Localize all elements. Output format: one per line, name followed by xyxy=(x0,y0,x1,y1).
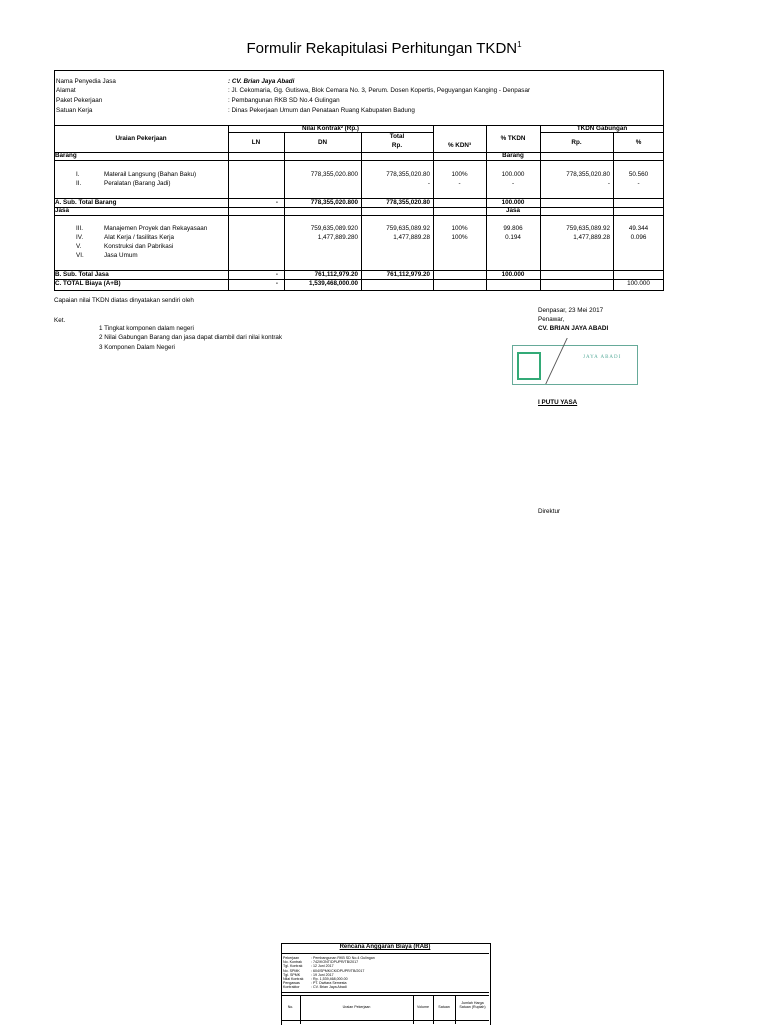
row-uraian: Konstruksi dan Pabrikasi xyxy=(104,243,174,250)
row-no: V. xyxy=(76,243,82,250)
row-dn: 778,355,020.800 xyxy=(310,171,358,178)
subtotal-label: B. Sub. Total Jasa xyxy=(55,271,109,278)
total-dn: 1,539,468,000.00 xyxy=(308,280,358,287)
rab-col-volume: Volume xyxy=(417,1005,429,1009)
row-gab-rp: 1,477,889.28 xyxy=(573,234,610,241)
row-kdn: 100% xyxy=(451,234,468,241)
row-gab-rp: 778,355,020.80 xyxy=(566,171,610,178)
info-label-alamat: Alamat xyxy=(56,87,76,94)
row-gab-pct: 49.344 xyxy=(628,225,649,232)
subtotal-label: A. Sub. Total Barang xyxy=(55,199,117,206)
row-total: 778,355,020.80 xyxy=(386,171,430,178)
row-total: 759,635,089.92 xyxy=(386,225,430,232)
row-kdn: 100% xyxy=(451,225,468,232)
stamp-text: JAYA ABADI xyxy=(583,355,622,360)
row-gab-pct: - xyxy=(637,180,640,187)
total-ln: - xyxy=(275,280,278,287)
section-barang-tkdn: Barang xyxy=(502,152,524,159)
rab-meta-keys: Pekerjaan No. Kontrak Tgl. Kontrak No. SPMK Tgl. SPMK Nilai Kontrak Pengawas Kontraktor xyxy=(283,956,304,990)
note-2: 2 Nilai Gabungan Barang dan jasa dapat diambil dari nilai kontrak xyxy=(99,334,283,341)
header-pct-kdn: % KDN³ xyxy=(447,142,472,149)
subtotal-total: 778,355,020.80 xyxy=(386,199,430,206)
sign-name: I PUTU YASA xyxy=(538,399,578,406)
row-no: III. xyxy=(76,225,83,232)
row-dn: 759,635,089.920 xyxy=(310,225,358,232)
sign-role: Penawar, xyxy=(538,316,565,323)
row-kdn: 100% xyxy=(451,171,468,178)
row-tkdn: - xyxy=(511,180,515,187)
row-dn: 1,477,889.280 xyxy=(317,234,358,241)
rab-col-no: No. xyxy=(287,1005,294,1009)
subtotal-ln: - xyxy=(275,199,278,206)
rab-col-satuan: Satuan xyxy=(438,1005,450,1009)
rab-col-uraian: Uraian Pekerjaan xyxy=(342,1005,371,1009)
subtotal-tkdn: 100.000 xyxy=(501,199,525,206)
subtotal-tkdn: 100.000 xyxy=(501,271,525,278)
rab-title: Rencana Anggaran Biaya (RAB) xyxy=(339,944,431,950)
row-gab-pct: 0.096 xyxy=(630,234,647,241)
header-total-rp: Rp. xyxy=(391,142,403,149)
info-value-satker: : Dinas Pekerjaan Umum dan Penataan Ruang Kabupaten Badung xyxy=(228,107,415,114)
house-logo-icon xyxy=(517,352,541,380)
header-total: Total xyxy=(389,133,405,140)
row-gab-rp: 759,635,089.92 xyxy=(566,225,610,232)
sign-position: Direktur xyxy=(538,508,561,515)
total-gab-pct: 100.000 xyxy=(627,280,650,287)
header-ln: LN xyxy=(251,139,261,146)
header-gab-rp: Rp. xyxy=(571,139,582,146)
page-title: Formulir Rekapitulasi Perhitungan TKDN$^1$ xyxy=(246,40,522,57)
note-3: 3 Komponen Dalam Negeri xyxy=(99,344,175,351)
row-kdn: - xyxy=(458,180,461,187)
ket-label: Ket. xyxy=(54,317,66,324)
info-value-paket: : Pembangunan RKB SD No.4 Gulingan xyxy=(228,97,340,104)
subtotal-dn: 778,355,020.800 xyxy=(310,199,358,206)
header-gab-pct: % xyxy=(635,139,642,146)
header-pct-tkdn: % TKDN xyxy=(500,135,526,142)
rab-meta-values: : Pembangunan RKB SD No.4 Gulingan : 742/KONT/DPUPR/TB/2017 : 12 Juni 2017 : 604/SPMK/CK/DPUPR/TB/2017 : 19 Juni 2017 : Rp. 1,539,468,000.00 : PT. Dwitara Semesta : CV. Brian Jaya Abadi xyxy=(311,956,375,990)
info-value-alamat: : Jl. Cekomaria, Gg. Gutiswa, Blok Cemara No. 3, Perum. Dosen Kopertis, Peguyangan Kanging - Denpasar xyxy=(228,87,531,94)
info-label-paket: Paket Pekerjaan xyxy=(56,97,103,104)
row-tkdn: 99.806 xyxy=(503,225,523,232)
row-gab-pct: 50.560 xyxy=(628,171,649,178)
row-uraian: Alat Kerja / fasilitas Kerja xyxy=(104,234,174,241)
subtotal-dn: 761,112,979.20 xyxy=(314,271,358,278)
row-no: II. xyxy=(76,180,82,187)
row-uraian: Peralatan (Barang Jadi) xyxy=(104,180,171,187)
header-tkdn-gabungan: TKDN Gabungan xyxy=(576,125,628,132)
row-tkdn: 100.000 xyxy=(501,171,525,178)
row-no: I. xyxy=(76,171,80,178)
section-jasa-tkdn: Jasa xyxy=(505,207,520,214)
info-label-penyedia: Nama Penyedia Jasa xyxy=(56,78,116,85)
sign-company: CV. BRIAN JAYA ABADI xyxy=(538,325,609,332)
row-uraian: Materail Langsung (Bahan Baku) xyxy=(104,171,197,178)
sign-place-date: Denpasar, 23 Mei 2017 xyxy=(538,307,604,314)
note-1: 1 Tingkat komponen dalam negeri xyxy=(99,325,194,332)
section-jasa: Jasa xyxy=(55,207,70,214)
info-label-satker: Satuan Kerja xyxy=(56,107,93,114)
row-tkdn: 0.194 xyxy=(505,234,521,241)
row-uraian: Jasa Umum xyxy=(104,252,138,259)
row-gab-rp: - xyxy=(607,180,610,187)
header-nilai-kontrak: Nilai Kontrak² (Rp.) xyxy=(301,125,360,132)
section-barang: Barang xyxy=(55,152,77,159)
row-total: 1,477,889.28 xyxy=(393,234,430,241)
header-uraian: Uraian Pekerjaan xyxy=(115,135,167,142)
subtotal-ln: - xyxy=(275,271,278,278)
capaian-text: Capaian nilai TKDN diatas dinyatakan sendiri oleh xyxy=(54,297,194,304)
total-label: C. TOTAL Biaya (A+B) xyxy=(55,280,121,287)
header-dn: DN xyxy=(317,139,328,146)
subtotal-total: 761,112,979.20 xyxy=(386,271,430,278)
row-no: IV. xyxy=(76,234,84,241)
info-value-penyedia: : CV. Brian Jaya Abadi xyxy=(228,78,295,85)
row-no: VI. xyxy=(76,252,84,259)
row-uraian: Manajemen Proyek dan Rekayasaan xyxy=(104,225,208,232)
rab-col-harga: Jumlah Harga Satuan (Rupiah) xyxy=(459,1001,486,1010)
row-total: - xyxy=(427,180,430,187)
